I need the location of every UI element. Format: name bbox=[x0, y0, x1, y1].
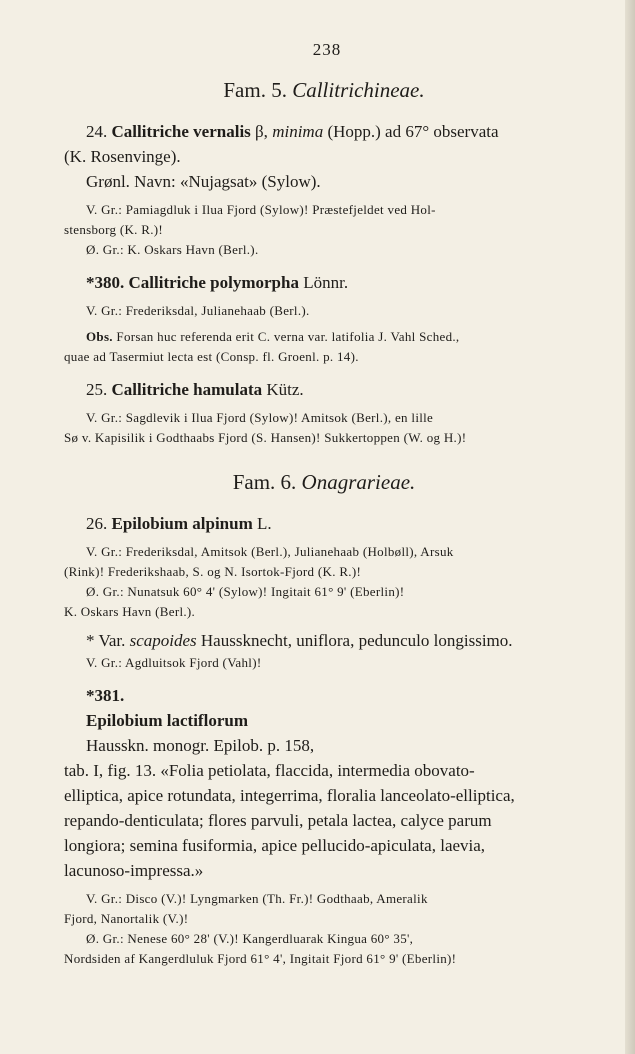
family-prefix: Fam. 5. bbox=[223, 78, 287, 102]
entry-24 bbox=[64, 119, 624, 260]
entry-381 bbox=[64, 683, 624, 969]
entry-number: *380. bbox=[86, 273, 125, 292]
west-greenland-locality: V. Gr.: Disco (V.)! Lyngmarken (Th. Fr.)! Godthaab, Ameralik bbox=[86, 891, 428, 906]
text-line: elliptica, apice rotundata, integerrima, floralia lanceolato-elliptica, bbox=[64, 786, 515, 805]
family-name: Onagrarieae. bbox=[301, 470, 416, 494]
variety-name: minima bbox=[272, 122, 324, 141]
page-edge bbox=[625, 0, 635, 1054]
west-greenland-locality: V. Gr.: Frederiksdal, Julianehaab (Berl.). bbox=[86, 303, 310, 318]
species-name: Callitriche hamulata bbox=[111, 380, 263, 399]
entry-26 bbox=[64, 511, 624, 673]
entry-25-heading bbox=[64, 377, 624, 402]
author: Kütz. bbox=[262, 380, 304, 399]
entry-380-heading bbox=[64, 270, 624, 295]
entry-number: *381. bbox=[86, 686, 125, 705]
west-greenland-locality: V. Gr.: Pamiagdluk i Ilua Fjord (Sylow)! Præstefjeldet ved Hol- bbox=[86, 202, 436, 217]
family-name: Callitrichineae. bbox=[292, 78, 425, 102]
entry-number: 26. bbox=[86, 514, 108, 533]
west-greenland-locality: V. Gr.: Agdluitsok Fjord (Vahl)! bbox=[86, 655, 262, 670]
text-line: Nordsiden af Kangerdluluk Fjord 61° 4', Ingitait Fjord 61° 9' (Eberlin)! bbox=[64, 951, 457, 966]
text-line: Sø v. Kapisilik i Godthaabs Fjord (S. Hansen)! Sukkertoppen (W. og H.)! bbox=[64, 430, 467, 445]
text-line: (Rink)! Frederikshaab, S. og N. Isortok-Fjord (K. R.)! bbox=[64, 564, 362, 579]
variety-prefix: * Var. bbox=[86, 631, 130, 650]
entry-380 bbox=[64, 270, 624, 367]
family-heading-5 bbox=[24, 78, 624, 103]
text-line: K. Oskars Havn (Berl.). bbox=[64, 604, 196, 619]
family-heading-6 bbox=[24, 470, 624, 495]
obs-label: Obs. bbox=[86, 329, 113, 344]
entry-381-description bbox=[64, 683, 624, 883]
author: Lönnr. bbox=[298, 273, 349, 292]
entry-24-heading bbox=[64, 119, 624, 144]
text: β, bbox=[250, 122, 273, 141]
variety-line bbox=[64, 628, 624, 653]
variety-name: scapoides bbox=[129, 631, 197, 650]
text: Forsan huc referenda erit C. verna var. latifolia J. Vahl Sched., bbox=[112, 329, 460, 344]
text-line: quae ad Tasermiut lecta est (Consp. fl. Groenl. p. 14). bbox=[64, 349, 359, 364]
species-name: Epilobium lactiflorum bbox=[86, 711, 248, 730]
text: Haussknecht, uniflora, pedunculo longissimo. bbox=[196, 631, 513, 650]
greenlandic-name: Grønl. Navn: «Nujagsat» (Sylow). bbox=[86, 172, 321, 191]
species-name: Epilobium alpinum bbox=[111, 514, 253, 533]
page-number: 238 bbox=[312, 40, 342, 59]
text: Hausskn. monogr. Epilob. p. 158, bbox=[86, 736, 315, 755]
entry-number: 24. bbox=[86, 122, 108, 141]
east-greenland-locality: Ø. Gr.: K. Oskars Havn (Berl.). bbox=[86, 242, 259, 257]
east-greenland-locality: Ø. Gr.: Nenese 60° 28' (V.)! Kangerdluarak Kingua 60° 35', bbox=[86, 931, 414, 946]
text-line: stensborg (K. R.)! bbox=[64, 222, 164, 237]
book-page bbox=[64, 40, 624, 969]
text-line: longiora; semina fusiformia, apice pellucido-apiculata, laevia, bbox=[64, 836, 486, 855]
text-line: lacunoso-impressa.» bbox=[64, 861, 204, 880]
west-greenland-locality: V. Gr.: Frederiksdal, Amitsok (Berl.), Julianehaab (Holbøll), Arsuk bbox=[86, 544, 454, 559]
west-greenland-locality: V. Gr.: Sagdlevik i Ilua Fjord (Sylow)! Amitsok (Berl.), en lille bbox=[86, 410, 434, 425]
entry-number: 25. bbox=[86, 380, 108, 399]
species-name: Callitriche polymorpha bbox=[128, 273, 299, 292]
text-line: Fjord, Nanortalik (V.)! bbox=[64, 911, 189, 926]
text: (Hopp.) ad 67° observata bbox=[323, 122, 499, 141]
text-line: tab. I, fig. 13. «Folia petiolata, flaccida, intermedia obovato- bbox=[64, 761, 475, 780]
entry-381-heading bbox=[64, 683, 624, 758]
text-line: repando-denticulata; flores parvuli, petala lactea, calyce parum bbox=[64, 811, 492, 830]
entry-25 bbox=[64, 377, 624, 448]
author: L. bbox=[252, 514, 272, 533]
east-greenland-locality: Ø. Gr.: Nunatsuk 60° 4' (Sylow)! Ingitait 61° 9' (Eberlin)! bbox=[86, 584, 405, 599]
observation bbox=[64, 327, 624, 347]
species-name: Callitriche vernalis bbox=[111, 122, 251, 141]
text-line: (K. Rosenvinge). bbox=[64, 147, 181, 166]
entry-26-heading bbox=[64, 511, 624, 536]
family-prefix: Fam. 6. bbox=[232, 470, 297, 494]
